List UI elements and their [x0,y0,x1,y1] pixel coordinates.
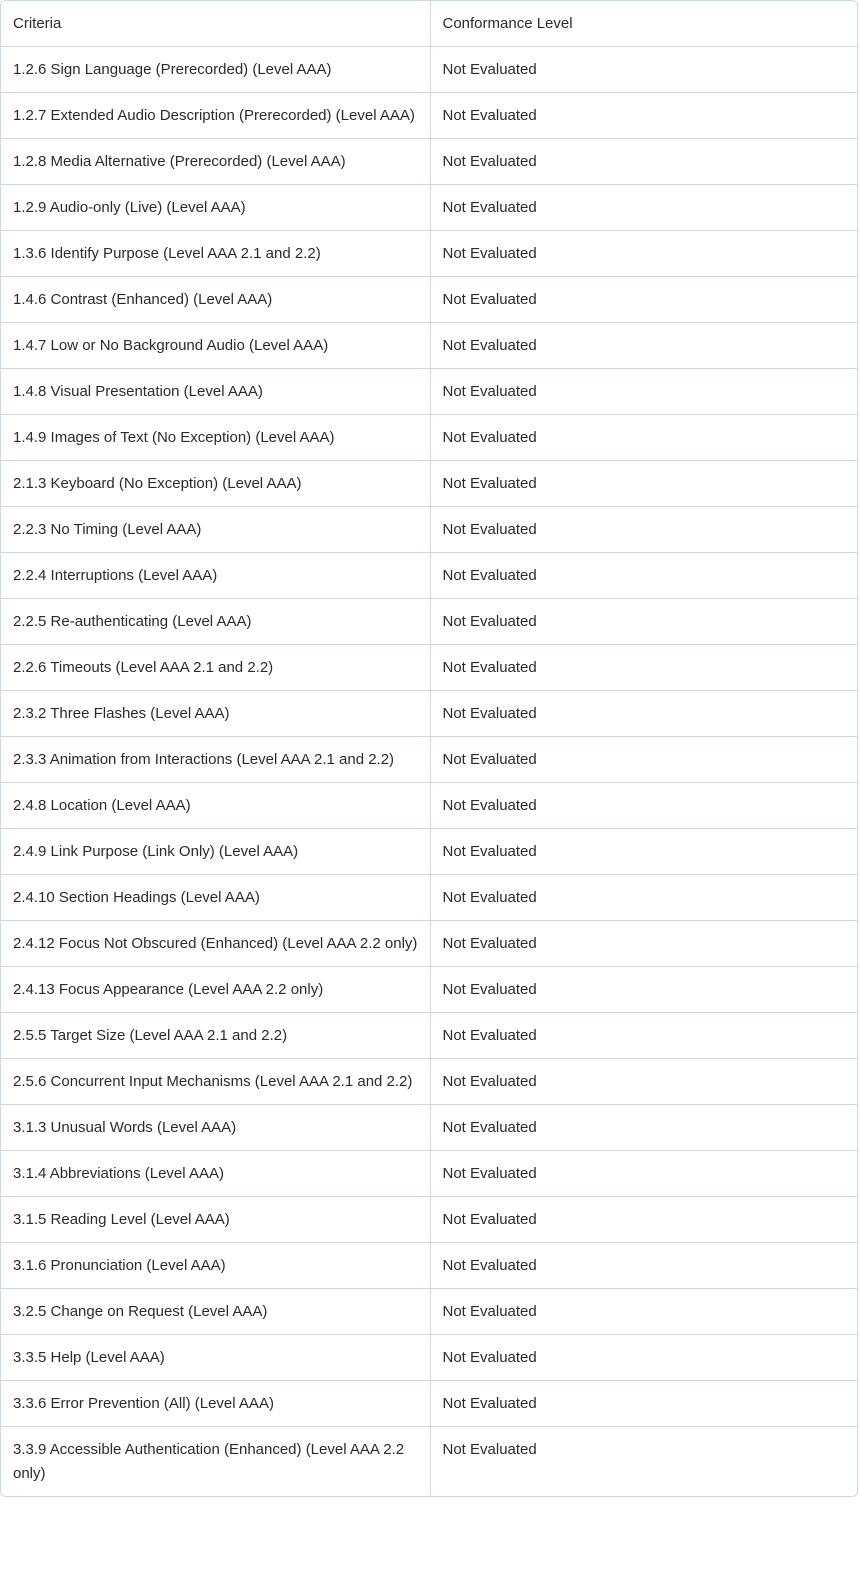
criteria-cell: 2.5.5 Target Size (Level AAA 2.1 and 2.2) [1,1013,430,1059]
table-row [1,93,857,139]
conformance-cell: Not Evaluated [430,1105,857,1151]
conformance-cell: Not Evaluated [430,139,857,185]
table-row [1,1289,857,1335]
table-row [1,875,857,921]
conformance-cell: Not Evaluated [430,1151,857,1197]
table-row [1,1151,857,1197]
criteria-cell: 2.2.3 No Timing (Level AAA) [1,507,430,553]
conformance-cell: Not Evaluated [430,93,857,139]
criteria-cell: 1.4.7 Low or No Background Audio (Level AAA) [1,323,430,369]
criteria-cell: 2.5.6 Concurrent Input Mechanisms (Level AAA 2.1 and 2.2) [1,1059,430,1105]
criteria-cell: 1.3.6 Identify Purpose (Level AAA 2.1 and 2.2) [1,231,430,277]
conformance-cell: Not Evaluated [430,875,857,921]
conformance-cell: Not Evaluated [430,553,857,599]
conformance-cell: Not Evaluated [430,47,857,93]
criteria-cell: 2.4.8 Location (Level AAA) [1,783,430,829]
criteria-cell: 1.2.9 Audio-only (Live) (Level AAA) [1,185,430,231]
conformance-cell: Not Evaluated [430,1013,857,1059]
conformance-cell: Not Evaluated [430,783,857,829]
conformance-cell: Not Evaluated [430,1381,857,1427]
criteria-cell: 3.1.5 Reading Level (Level AAA) [1,1197,430,1243]
criteria-cell: 2.3.3 Animation from Interactions (Level AAA 2.1 and 2.2) [1,737,430,783]
table-row [1,323,857,369]
criteria-cell: 2.3.2 Three Flashes (Level AAA) [1,691,430,737]
table-row [1,1243,857,1289]
table-row [1,507,857,553]
table-row [1,1427,857,1497]
conformance-cell: Not Evaluated [430,599,857,645]
table-row [1,1335,857,1381]
conformance-cell: Not Evaluated [430,507,857,553]
criteria-cell: 2.1.3 Keyboard (No Exception) (Level AAA) [1,461,430,507]
criteria-cell: 2.4.10 Section Headings (Level AAA) [1,875,430,921]
table-row [1,369,857,415]
criteria-cell: 3.2.5 Change on Request (Level AAA) [1,1289,430,1335]
conformance-cell: Not Evaluated [430,1335,857,1381]
criteria-cell: 3.1.4 Abbreviations (Level AAA) [1,1151,430,1197]
header-conformance-level: Conformance Level [430,1,857,47]
conformance-table [1,1,857,1496]
conformance-cell: Not Evaluated [430,323,857,369]
conformance-cell: Not Evaluated [430,829,857,875]
table-row [1,1381,857,1427]
criteria-cell: 1.2.6 Sign Language (Prerecorded) (Level AAA) [1,47,430,93]
criteria-cell: 1.4.8 Visual Presentation (Level AAA) [1,369,430,415]
criteria-cell: 2.2.6 Timeouts (Level AAA 2.1 and 2.2) [1,645,430,691]
table-row [1,921,857,967]
table-row [1,47,857,93]
table-header-row [1,1,857,47]
table-row [1,1059,857,1105]
conformance-cell: Not Evaluated [430,691,857,737]
conformance-cell: Not Evaluated [430,967,857,1013]
table-row [1,783,857,829]
criteria-cell: 2.2.4 Interruptions (Level AAA) [1,553,430,599]
conformance-cell: Not Evaluated [430,461,857,507]
criteria-cell: 1.4.6 Contrast (Enhanced) (Level AAA) [1,277,430,323]
conformance-cell: Not Evaluated [430,1197,857,1243]
table-row [1,277,857,323]
conformance-cell: Not Evaluated [430,1243,857,1289]
conformance-cell: Not Evaluated [430,185,857,231]
table-row [1,691,857,737]
table-row [1,415,857,461]
header-criteria: Criteria [1,1,430,47]
criteria-cell: 2.4.13 Focus Appearance (Level AAA 2.2 only) [1,967,430,1013]
table-row [1,645,857,691]
conformance-cell: Not Evaluated [430,415,857,461]
table-row [1,829,857,875]
table-row [1,1013,857,1059]
conformance-cell: Not Evaluated [430,737,857,783]
criteria-cell: 1.2.7 Extended Audio Description (Prerecorded) (Level AAA) [1,93,430,139]
table-row [1,967,857,1013]
table-row [1,1197,857,1243]
criteria-cell: 2.2.5 Re-authenticating (Level AAA) [1,599,430,645]
conformance-cell: Not Evaluated [430,369,857,415]
criteria-cell: 3.3.5 Help (Level AAA) [1,1335,430,1381]
criteria-cell: 2.4.9 Link Purpose (Link Only) (Level AAA) [1,829,430,875]
table-row [1,231,857,277]
table-row [1,139,857,185]
table-row [1,1105,857,1151]
conformance-cell: Not Evaluated [430,277,857,323]
table-row [1,599,857,645]
table-row [1,553,857,599]
criteria-cell: 3.3.9 Accessible Authentication (Enhanced) (Level AAA 2.2 only) [13,1441,405,1482]
criteria-cell: 1.2.8 Media Alternative (Prerecorded) (Level AAA) [1,139,430,185]
table-row [1,461,857,507]
criteria-cell: 3.1.6 Pronunciation (Level AAA) [1,1243,430,1289]
table-row [1,185,857,231]
table-row [1,737,857,783]
conformance-cell: Not Evaluated [430,1427,857,1497]
conformance-cell: Not Evaluated [430,231,857,277]
criteria-cell: 3.1.3 Unusual Words (Level AAA) [1,1105,430,1151]
conformance-cell: Not Evaluated [430,1059,857,1105]
conformance-cell: Not Evaluated [430,1289,857,1335]
criteria-cell: 3.3.6 Error Prevention (All) (Level AAA) [1,1381,430,1427]
criteria-cell: 2.4.12 Focus Not Obscured (Enhanced) (Level AAA 2.2 only) [1,921,430,967]
conformance-cell: Not Evaluated [430,645,857,691]
conformance-cell: Not Evaluated [430,921,857,967]
criteria-cell: 1.4.9 Images of Text (No Exception) (Level AAA) [1,415,430,461]
